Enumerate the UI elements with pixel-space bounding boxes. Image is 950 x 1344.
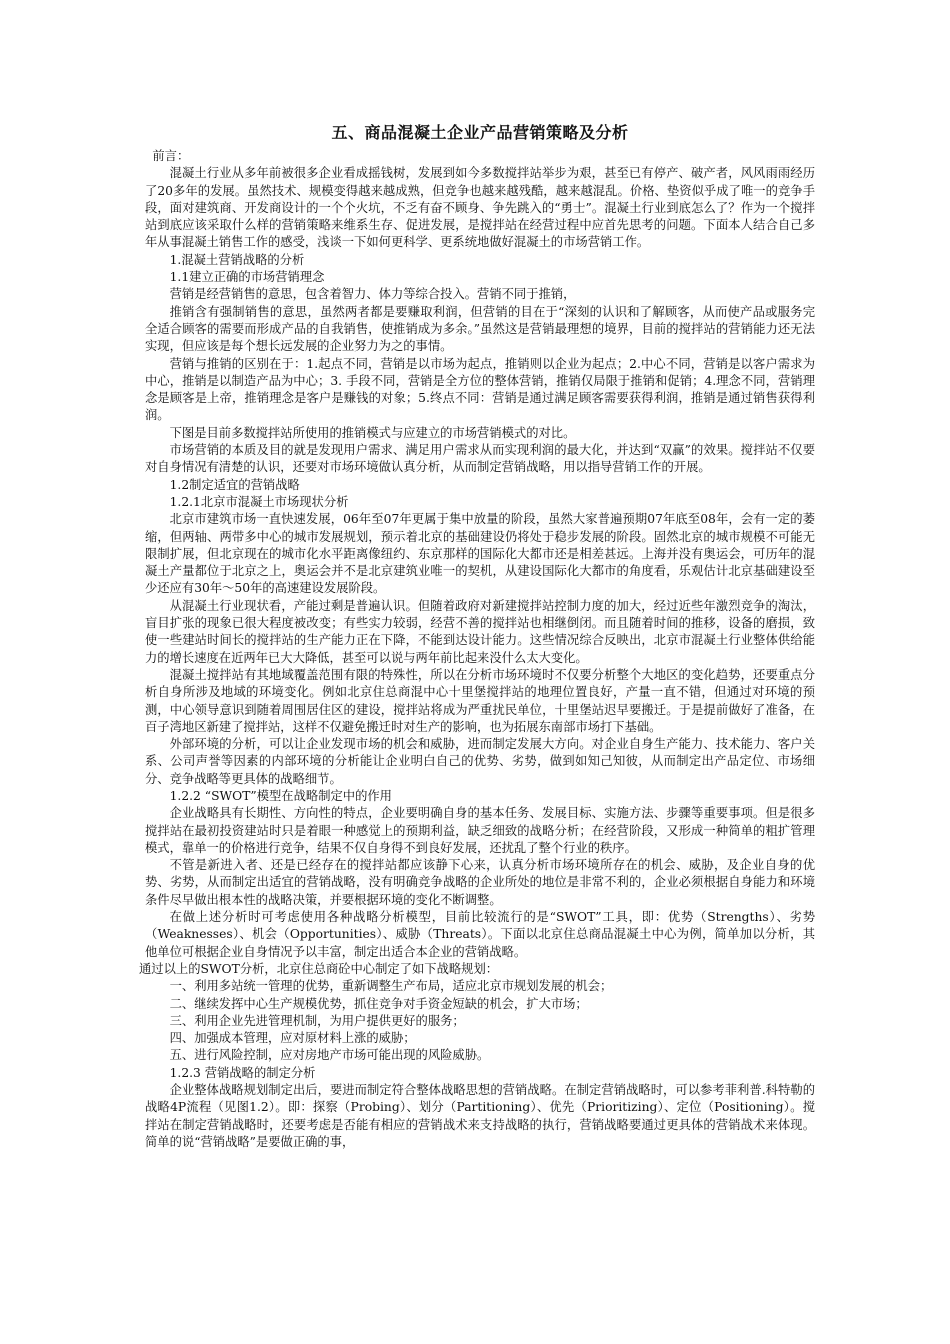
section-heading: 1.2制定适宜的营销战略	[169, 477, 300, 492]
paragraph: 从混凝土行业现状看，产能过剩是普遍认识。但随着政府对新建搅拌站控制力度的加大，经过近些年激烈竞争的淘汰，盲目扩张的现象已很大程度被改变；有些实力较弱，经营不善的搅拌站也相继倒闭。而且随着时间的推移，设备的磨损，致使一些建站时间长的搅拌站的生产能力正在下降，不能到达设计能力。这些情况综合反映出，北京市混凝土行业整体供给能力的增长速度在近两年已大大降低，甚至可以说与两年前比起来没什么太大变化。	[145, 598, 815, 665]
section-heading: 1.2.1北京市混凝土市场现状分析	[169, 494, 349, 509]
paragraph: 市场营销的本质及目的就是发现用户需求、满足用户需求从而实现利润的最大化，并达到“双赢”的效果。搅拌站不仅要对自身情况有清楚的认识，还要对市场环境做认真分析，从而制定营销战略，用以指导营销工作的开展。	[145, 443, 815, 475]
paragraph: 营销是经营销售的意思，包含着智力、体力等综合投入。营销不同于推销，	[169, 287, 576, 302]
section-heading: 三、利用企业先进管理机制，为用户提供更好的服务；	[169, 1013, 465, 1028]
section-heading: 五、进行风险控制，应对房地产市场可能出现的风险威胁。	[169, 1048, 490, 1063]
paragraph: 外部环境的分析，可以让企业发现市场的机会和威胁，进而制定发展大方向。对企业自身生产能力、技术能力、客户关系、公司声誉等因素的内部环境的分析能让企业明白自己的优势、劣势，做到如知己知彼，从而制定出产品定位、市场细分、竞争战略等更具体的战略细节。	[145, 737, 815, 786]
paragraph: 不管是新进入者、还是已经存在的搅拌站都应该静下心来，认真分析市场环境所存在的机会、威胁，及企业自身的优势、劣势，从而制定出适宜的营销战略，没有明确竞争战略的企业所处的地位是非常不利的，企业必须根据自身能力和环境条件尽早做出根本性的战略决策，并要根据环境的变化不断调整。	[145, 858, 815, 907]
paragraph: 下图是目前多数搅拌站所使用的推销模式与应建立的市场营销模式的对比。	[169, 425, 576, 440]
paragraph: 企业整体战略规划制定出后，要进而制定符合整体战略思想的营销战略。在制定营销战略时，可以参考菲利普.科特勒的战略4P流程（见图1.2）。即：探察（Probing）、划分（Partitioning）、优先（Prioritizing）、定位（Positioning）。搅拌站在制定营销战略时，还要考虑是否能有相应的营销战术来支持战略的执行，营销战略要通过更具体的营销战术来体现。简单的说“营销战略”是要做正确的事，	[145, 1083, 815, 1149]
paragraph: 企业战略具有长期性、方向性的特点，企业要明确自身的基本任务、发展目标、实施方法、步骤等重要事项。但是很多搅拌站在最初投资建站时只是着眼一种感觉上的预期利益，缺乏细致的战略分析；在经营阶段，又形成一种简单的粗扩管理模式，靠单一的价格进行竞争，结果不仅自身得不到良好发展，还扰乱了整个行业的秩序。	[145, 806, 815, 855]
paragraph: 混凝土搅拌站有其地域覆盖范围有限的特殊性，所以在分析市场环境时不仅要分析整个大地区的变化趋势，还要重点分析自身所涉及地域的环境变化。例如北京住总商混中心十里堡搅拌站的地理位置良好，产量一直不错，但通过对环境的预测，中心领导意识到随着周围居住区的建设，搅拌站将成为严重扰民单位，十里堡站迟早要搬迁。于是提前做好了准备，在百子湾地区新建了搅拌站，这样不仅避免搬迁时对生产的影响，也为拓展东南部市场打下基础。	[145, 667, 815, 734]
section-heading: 1.1建立正确的市场营销理念	[169, 270, 325, 285]
section-heading: 1.混凝土营销战略的分析	[169, 252, 305, 267]
preface-label: 前言：	[152, 149, 190, 163]
paragraph: 营销与推销的区别在于：1.起点不同，营销是以市场为起点，推销则以企业为起点；2.中心不同，营销是以客户需求为中心，推销是以制造产品为中心；3. 手段不同，营销是全方位的整体营销，推销仅局限于推销和促销；4.理念不同，营销理念是顾客是上帝，推销理念是客户是赚钱的对象；5.终点不同：营销是通过满足顾客需要获得利润，推销是通过销售获得利润。	[145, 356, 815, 423]
paragraph: 在做上述分析时可考虑使用各种战略分析模型，目前比较流行的是“SWOT”工具，即：优势（Strengths）、劣势（Weaknesses）、机会（Opportunities）、威胁（Threats）。下面以北京住总商品混凝土中心为例，简单加以分析，其他单位可根据企业自身情况予以丰富，制定出适合本企业的营销战略。	[145, 910, 815, 959]
paragraph: 北京市建筑市场一直快速发展，06年至07年更属于集中放量的阶段，虽然大家普遍预期07年底至08年，会有一定的萎缩，但两轴、两带多中心的城市发展规划，预示着北京的基础建设仍将处于稳步发展的阶段。固然北京的城市规模不可能无限制扩展，但北京现在的城市化水平距离像纽约、东京那样的国际化大都市还是相差甚远。上海并没有奥运会，可历年的混凝土产量都位于北京之上，奥运会并不是北京建筑业唯一的契机，从建设国际化大都市的角度看，乐观估计北京基础建设至少还应有30年～50年的高速建设发展阶段。	[145, 512, 815, 596]
section-heading: 1.2.2 “SWOT”模型在战略制定中的作用	[169, 788, 392, 803]
paragraph: 混凝土行业从多年前被很多企业看成摇钱树，发展到如今多数搅拌站举步为艰，甚至已有停产、破产者，风风雨雨经历了20多年的发展。虽然技术、规模变得越来越成熟，但竞争也越来越残酷，越来越混乱。价格、垫资似乎成了唯一的竞争手段，面对建筑商、开发商设计的一个个火坑，不乏有奋不顾身、争先跳入的“勇士”。混凝土行业到底怎么了？作为一个搅拌站到底应该采取什么样的营销策略来维系生存、促进发展，是搅拌站在经营过程中应首先思考的问题。下面本人结合自己多年从事混凝土销售工作的感受，浅谈一下如何更科学、更系统地做好混凝土的市场营销工作。	[145, 166, 815, 250]
document-title: 五、商品混凝土企业产品营销策略及分析	[331, 123, 629, 142]
paragraph: 通过以上的SWOT分析，北京住总商砼中心制定了如下战略规划：	[139, 961, 499, 976]
section-heading: 二、继续发挥中心生产规模优势，抓住竞争对手资金短缺的机会，扩大市场；	[169, 996, 588, 1011]
document-body	[139, 148, 815, 1151]
section-heading: 一、利用多站统一管理的优势，重新调整生产布局，适应北京市规划发展的机会；	[169, 979, 613, 994]
section-heading: 四、加强成本管理，应对原材料上涨的威胁；	[169, 1031, 416, 1046]
paragraph: 推销含有强制销售的意思，虽然两者都是要赚取利润，但营销的目在于“深刻的认识和了解顾客，从而使产品或服务完全适合顾客的需要而形成产品的自我销售，使推销成为多余。”虽然这是营销最理想的境界，目前的搅拌站的营销能力还无法实现，但应该是每个想长远发展的企业努力为之的事情。	[145, 304, 815, 354]
document-page	[139, 122, 815, 1151]
section-heading: 1.2.3 营销战略的制定分析	[169, 1065, 316, 1080]
